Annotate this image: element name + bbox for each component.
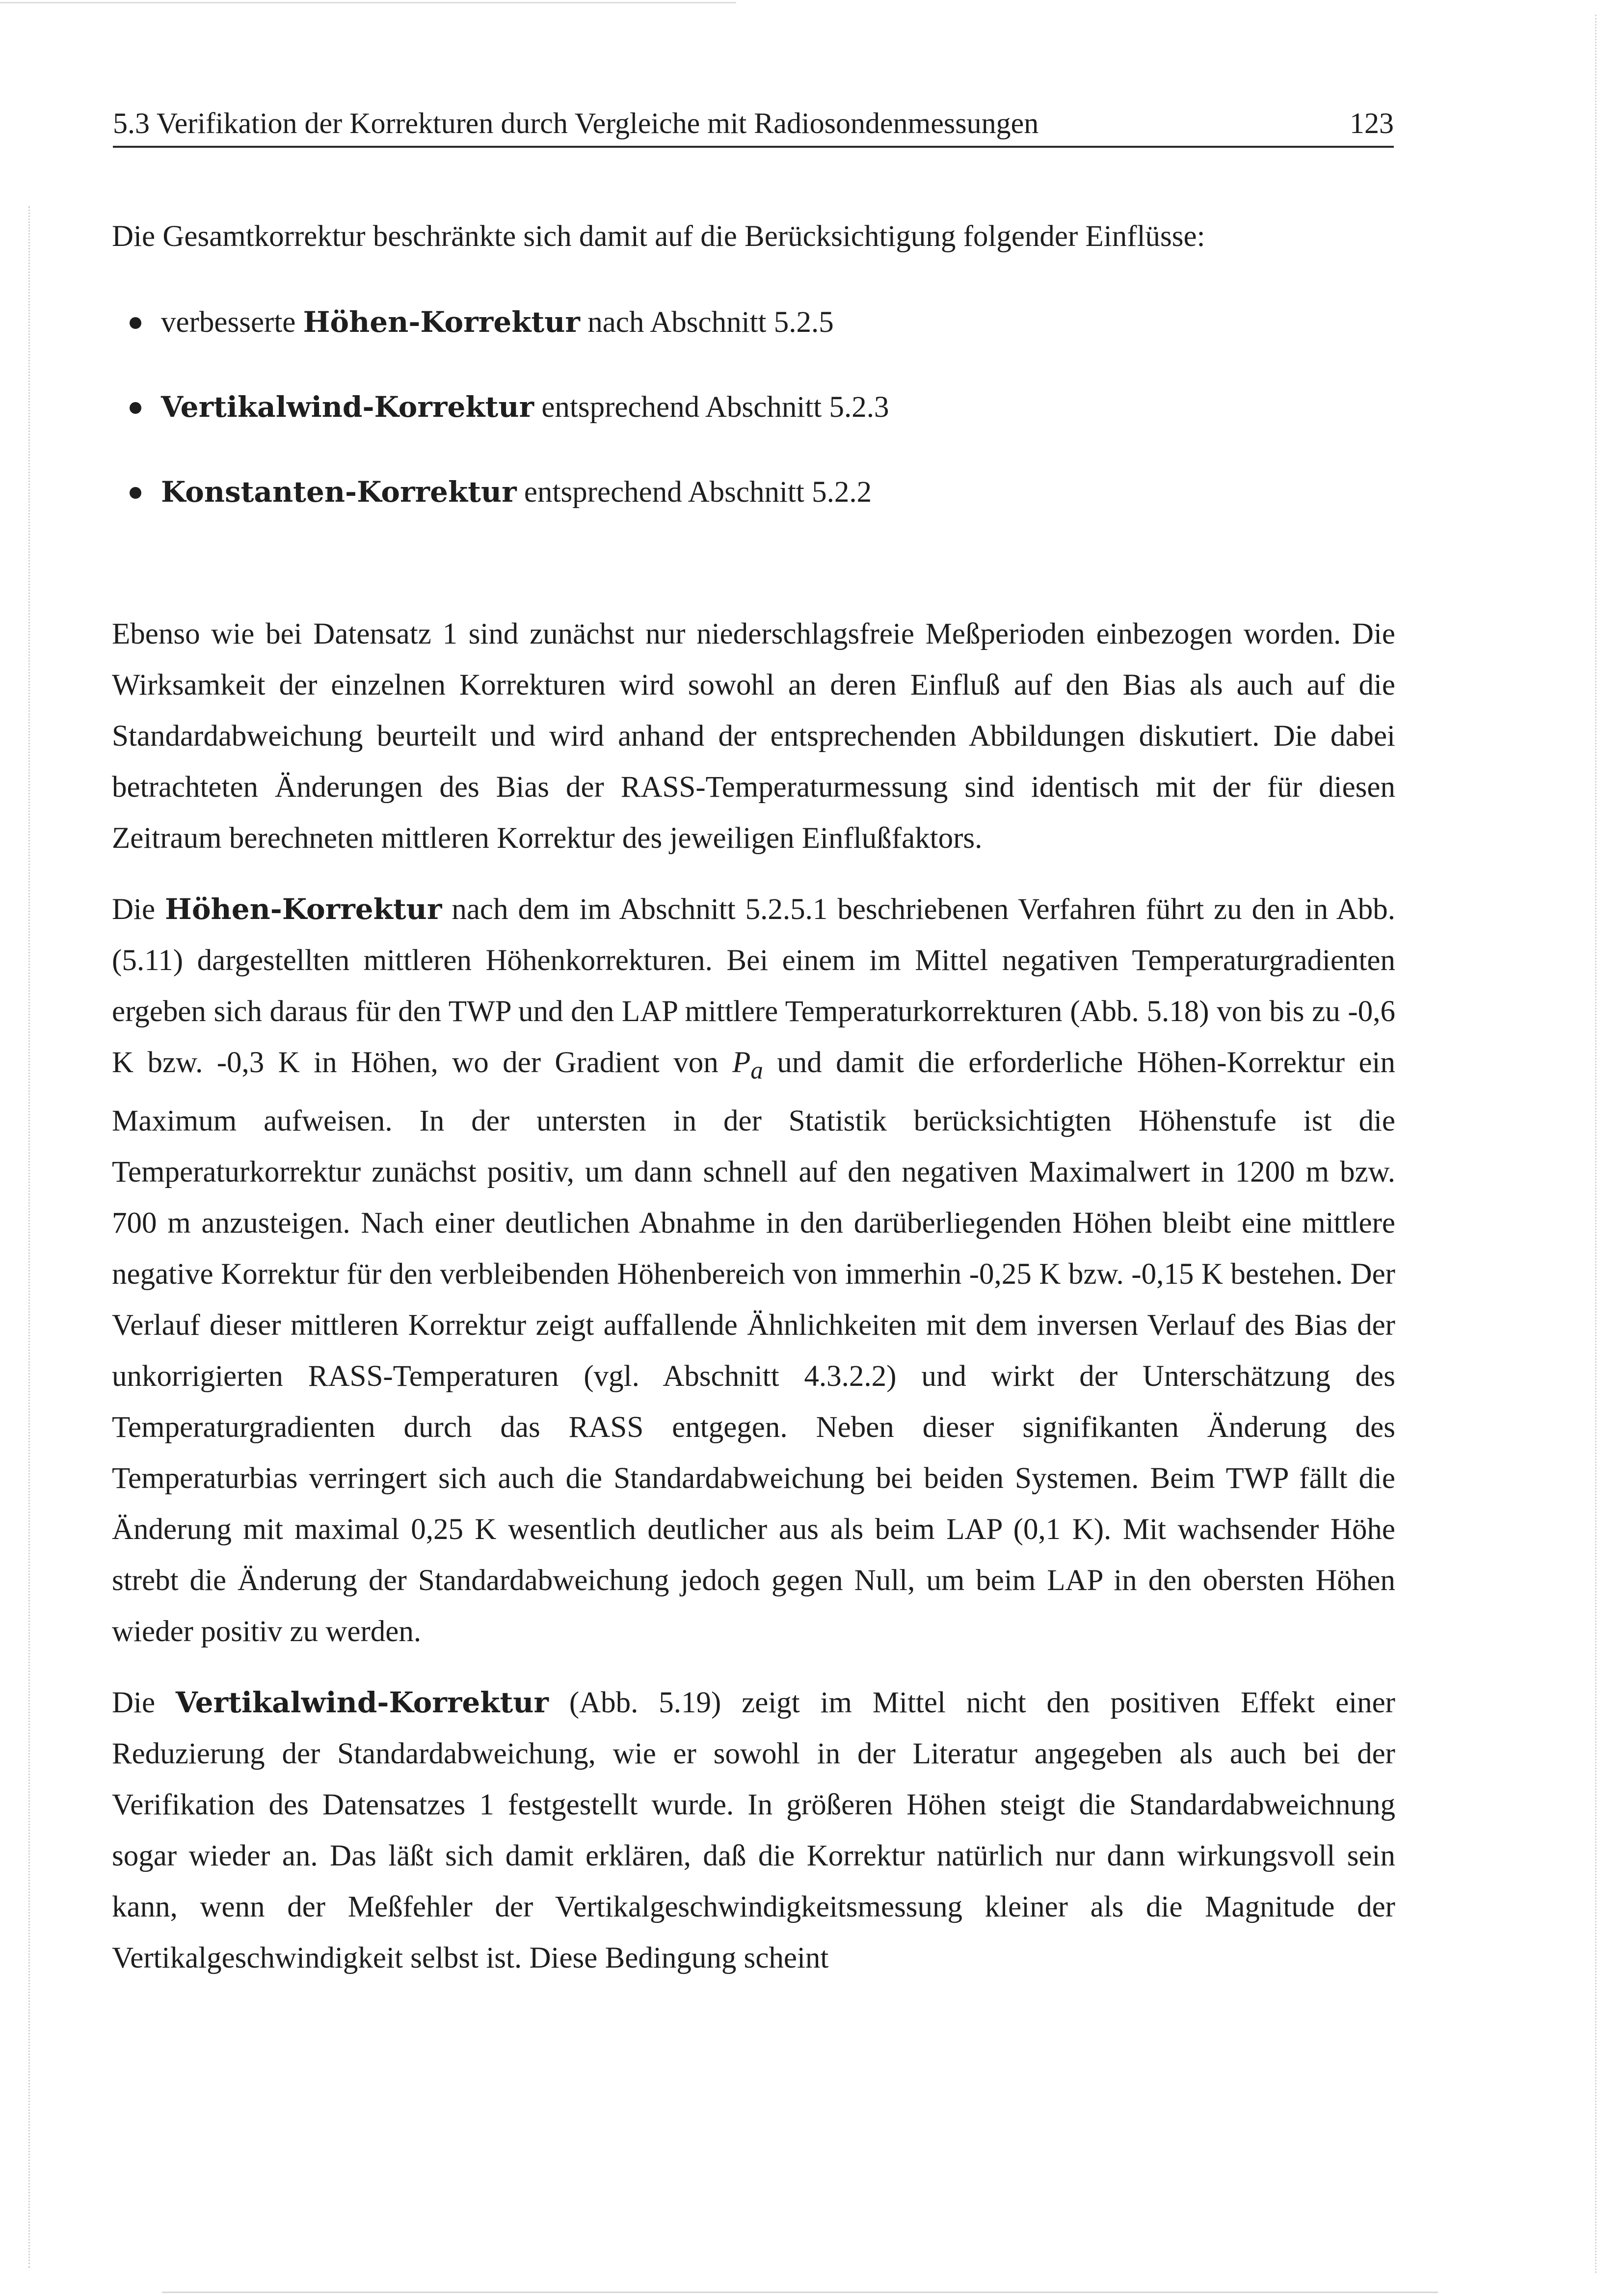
list-item-term: Höhen-Korrektur [303, 305, 580, 339]
scan-artifact-left [28, 206, 30, 2268]
paragraph-text: (Abb. 5.19) zeigt im Mittel nicht den positiven Effekt einer Reduzierung der Standardabweichung, wie er sowohl in der Literatur angegeben als auch bei der Verifikation des Datensatzes 1 festgestellt wurde. In größeren Höhen steigt die Standardabweichnung sogar wieder an. Das läßt sich damit erklären, daß die Korrektur natürlich nur dann wirkungsvoll sein kann, wenn der Meßfehler der Vertikalgeschwindigkeitsmessung kleiner als die Magnitude der Vertikalgeschwindigkeit selbst ist. Diese Bedingung scheint [112, 1686, 1395, 1975]
page-body [112, 211, 1395, 1984]
scan-artifact-right [1595, 15, 1596, 2273]
list-item-text: entsprechend Abschnitt 5.2.2 [516, 476, 872, 509]
paragraph-datensatz: Ebenso wie bei Datensatz 1 sind zunächst nur niederschlagsfreie Meßperioden einbezogen worden. Die Wirksamkeit der einzelnen Korrekturen wird sowohl an deren Einfluß auf den Bias als auch auf die Standardabweichung beurteilt und wird anhand der entsprechenden Abbildungen diskutiert. Die dabei betrachteten Änderungen des Bias der RASS-Temperaturmessung sind identisch mit der für diesen Zeitraum berechneten mittleren Korrektur des jeweiligen Einflußfaktors. [112, 618, 1395, 855]
paragraph-text: nach dem im Abschnitt 5.2.5.1 beschriebenen Verfahren führt zu den in Abb. (5.11) dargestellten mittleren Höhenkorrekturen. Bei einem im Mittel negativen Temperaturgradienten ergeben sich daraus für den TWP und den LAP mittlere Temperaturkorrekturen (Abb. 5.18) von bis zu -0,6 K bzw. -0,3 K in Höhen, wo der Gradient von [112, 893, 1395, 1079]
list-item-term: Konstanten-Korrektur [161, 475, 517, 509]
list-item-text: nach Abschnitt 5.2.5 [580, 306, 834, 339]
running-header [113, 101, 1394, 148]
paragraph-text: Die [112, 1686, 176, 1720]
paragraph-term: Vertikalwind-Korrektur [175, 1686, 549, 1720]
paragraph-hoehen-korrektur [112, 884, 1395, 1657]
paragraph-term: Höhen-Korrektur [165, 892, 442, 926]
list-item-term: Vertikalwind-Korrektur [161, 390, 534, 424]
bullet-icon [130, 487, 141, 499]
scan-artifact-bottom [162, 2292, 1438, 2293]
page-number: 123 [1350, 107, 1394, 139]
paragraph-text: und damit die erforderliche Höhen-Korrektur ein Maximum aufweisen. In der untersten in der Statistik berücksichtigten Höhenstufe ist die Temperaturkorrektur zunächst positiv, um dann schnell auf den negativen Maximalwert in 1200 m bzw. 700 m anzusteigen. Nach einer deutlichen Abnahme in den darüberliegenden Höhen bleibt eine mittlere negative Korrektur für den verbleibenden Höhenbereich von immerhin -0,25 K bzw. -0,15 K bestehen. Der Verlauf dieser mittleren Korrektur zeigt auffallende Ähnlichkeiten mit dem inversen Verlauf des Bias der unkorrigierten RASS-Temperaturen (vgl. Abschnitt 4.3.2.2) und wirkt der Unterschätzung des Temperaturgradienten durch das RASS entgegen. Neben dieser signifikanten Änderung des Temperaturbias verringert sich auch die Standardabweichung bei beiden Systemen. Beim TWP fällt die Änderung mit maximal 0,25 K wesentlich deutlicher aus als beim LAP (0,1 K). Mit wachsender Höhe strebt die Änderung der Standardabweichung jedoch gegen Null, um beim LAP in den obersten Höhen wieder positiv zu werden. [112, 1046, 1395, 1648]
paragraph-vertikalwind-korrektur [112, 1677, 1395, 1984]
correction-list [112, 297, 1395, 517]
list-item-text: verbesserte [161, 306, 303, 339]
paragraph-text: Die [112, 893, 165, 926]
bullet-icon [130, 317, 141, 329]
math-subscript: a [750, 1056, 763, 1084]
scan-artifact-top [0, 2, 736, 3]
list-item [161, 466, 1395, 517]
intro-sentence: Die Gesamtkorrektur beschränkte sich damit auf die Berücksichtigung folgender Einflüsse: [112, 220, 1205, 253]
running-title: 5.3 Verifikation der Korrekturen durch Vergleiche mit Radiosondenmessungen [113, 107, 1039, 139]
bullet-icon [130, 402, 141, 414]
list-item [161, 381, 1395, 432]
math-symbol: P [732, 1046, 751, 1079]
list-item-text: entsprechend Abschnitt 5.2.3 [534, 391, 889, 424]
list-item [161, 297, 1395, 348]
